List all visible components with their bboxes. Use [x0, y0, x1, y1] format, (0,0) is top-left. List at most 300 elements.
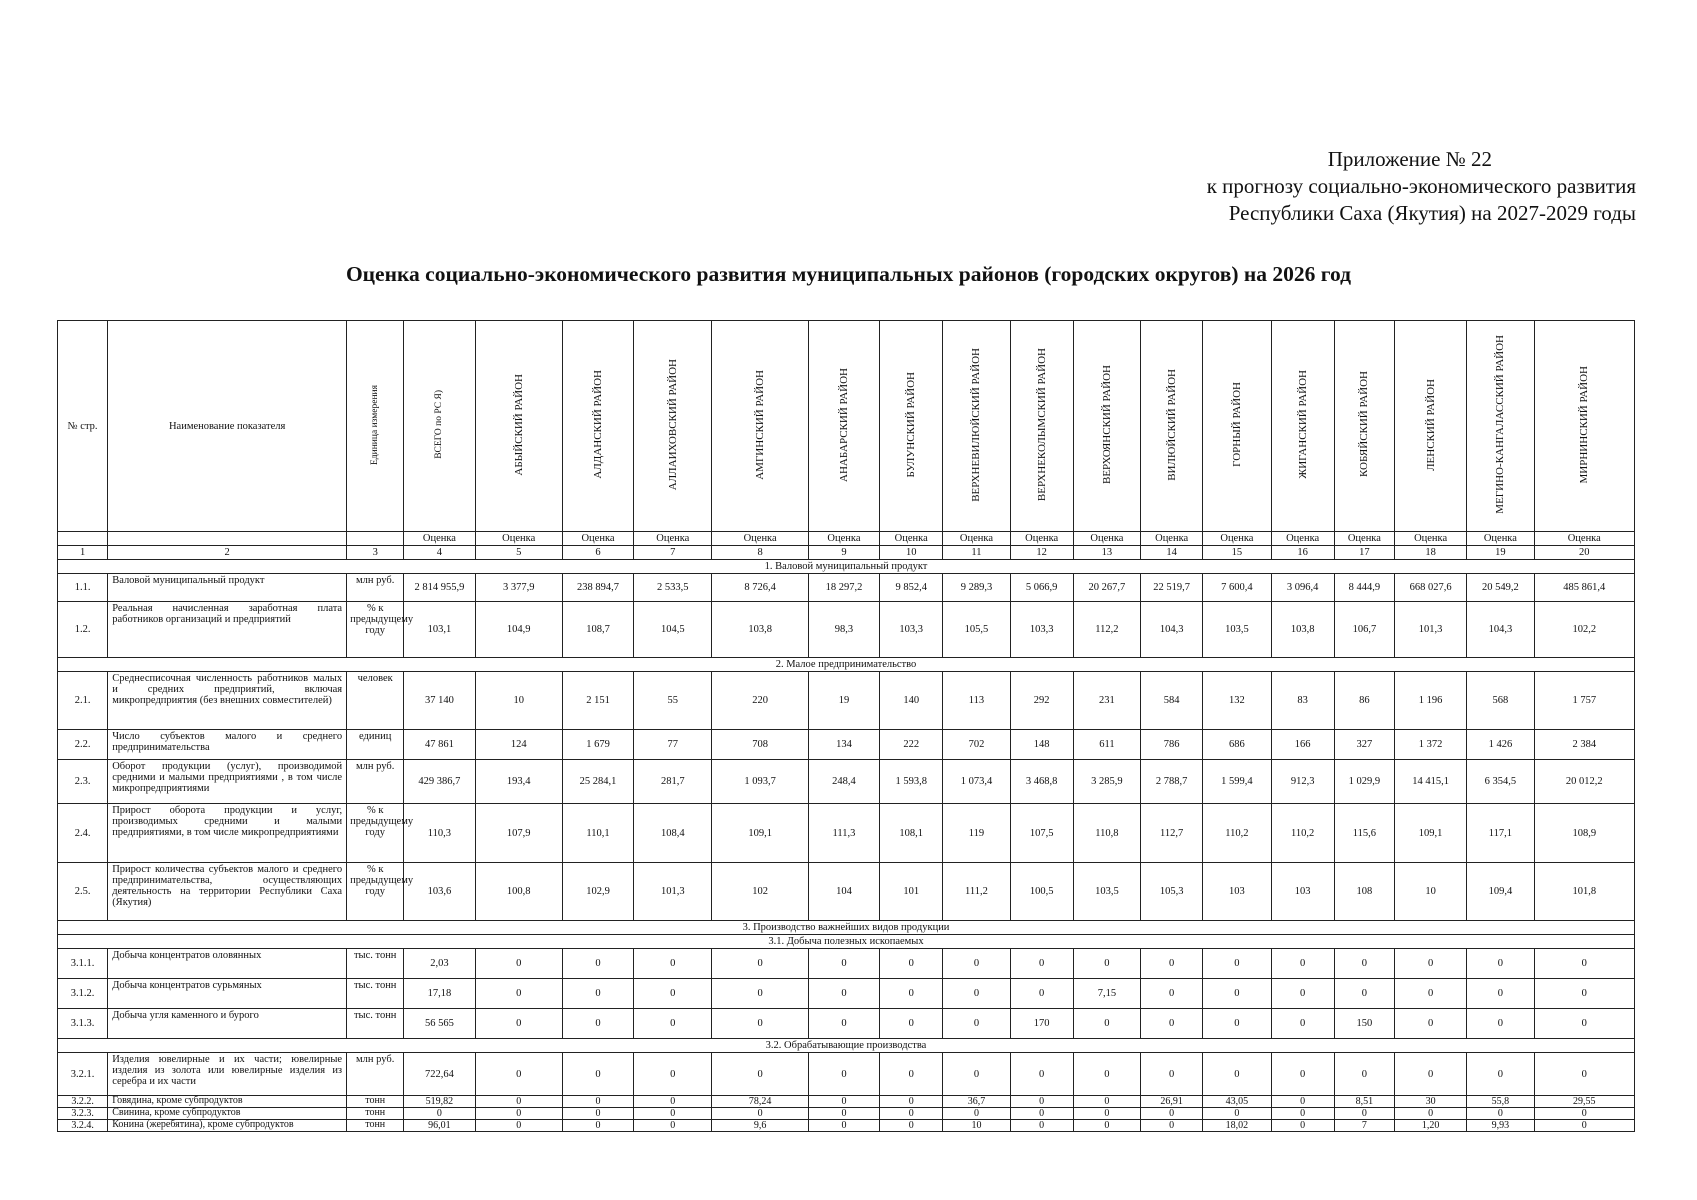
header-row [58, 321, 1635, 532]
appendix-number: Приложение № 22 [1327, 147, 1492, 171]
value-cell: 86 [1334, 672, 1394, 730]
value-cell: 0 [880, 1108, 943, 1120]
region-label: АМГИНСКИЙ РАЙОН [754, 369, 767, 480]
value-cell: 101 [880, 863, 943, 921]
value-cell: 0 [475, 1120, 562, 1132]
value-cell: 0 [634, 1009, 712, 1039]
estimate-cell: Оценка [562, 532, 633, 546]
header-region [1394, 321, 1466, 532]
value-cell: 1 029,9 [1334, 760, 1394, 804]
unit-cell: % к предыдущему году [347, 804, 404, 863]
value-cell: 108,9 [1534, 804, 1635, 863]
estimate-cell: Оценка [1010, 532, 1073, 546]
column-number: 6 [562, 546, 633, 560]
value-cell: 0 [712, 1108, 808, 1120]
region-label: МИРНИНСКИЙ РАЙОН [1578, 365, 1591, 484]
header-unit [347, 321, 404, 532]
region-label: АНАБАРСКИЙ РАЙОН [837, 367, 850, 482]
section-row [58, 560, 1635, 574]
value-cell: 103,8 [712, 602, 808, 658]
value-cell: 18 297,2 [808, 574, 879, 602]
value-cell: 107,9 [475, 804, 562, 863]
value-cell: 568 [1467, 672, 1534, 730]
value-cell: 0 [1467, 1053, 1534, 1096]
value-cell: 0 [562, 1009, 633, 1039]
header-unit-label: Единица измерения [370, 384, 381, 465]
value-cell: 101,8 [1534, 863, 1635, 921]
value-cell: 25 284,1 [562, 760, 633, 804]
value-cell: 102,2 [1534, 602, 1635, 658]
indicator-name: Прирост количества субъектов малого и среднего предпринимательства, осуществляющих деятельность на территории Республики Саха (Якутия) [108, 863, 347, 921]
row-number: 3.2.3. [58, 1108, 108, 1120]
value-cell: 0 [1334, 949, 1394, 979]
estimate-cell: Оценка [808, 532, 879, 546]
value-cell: 20 549,2 [1467, 574, 1534, 602]
table-body [58, 321, 1635, 1132]
value-cell: 281,7 [634, 760, 712, 804]
unit-cell: тонн [347, 1108, 404, 1120]
value-cell: 110,3 [404, 804, 475, 863]
unit-cell: млн руб. [347, 1053, 404, 1096]
estimate-cell: Оценка [943, 532, 1010, 546]
value-cell: 113 [943, 672, 1010, 730]
value-cell: 238 894,7 [562, 574, 633, 602]
value-cell: 0 [1467, 1009, 1534, 1039]
value-cell: 110,1 [562, 804, 633, 863]
indicator-name: Оборот продукции (услуг), производимой средними и малыми предприятиями , в том числе микропредприятиями [108, 760, 347, 804]
value-cell: 0 [634, 949, 712, 979]
value-cell: 2 814 955,9 [404, 574, 475, 602]
row-number: 2.4. [58, 804, 108, 863]
column-number: 5 [475, 546, 562, 560]
value-cell: 0 [1271, 1053, 1334, 1096]
region-label: ВЕРХНЕВИЛЮЙСКИЙ РАЙОН [970, 347, 983, 502]
value-cell: 0 [1203, 1108, 1271, 1120]
value-cell: 150 [1334, 1009, 1394, 1039]
section-row [58, 935, 1635, 949]
value-cell: 103,3 [880, 602, 943, 658]
indicator-name: Свинина, кроме субпродуктов [108, 1108, 347, 1120]
value-cell: 0 [1073, 1108, 1140, 1120]
value-cell: 10 [1394, 863, 1466, 921]
value-cell: 7 [1334, 1120, 1394, 1132]
value-cell: 37 140 [404, 672, 475, 730]
column-number: 10 [880, 546, 943, 560]
header-name: Наименование показателя [108, 321, 347, 532]
value-cell: 0 [880, 1096, 943, 1108]
value-cell: 102 [712, 863, 808, 921]
value-cell: 611 [1073, 730, 1140, 760]
value-cell: 0 [1271, 1009, 1334, 1039]
value-cell: 0 [562, 979, 633, 1009]
value-cell: 18,02 [1203, 1120, 1271, 1132]
value-cell: 1 073,4 [943, 760, 1010, 804]
table-row [58, 672, 1635, 730]
unit-cell: тонн [347, 1120, 404, 1132]
value-cell: 108 [1334, 863, 1394, 921]
estimate-cell: Оценка [1141, 532, 1203, 546]
data-table [57, 320, 1635, 1132]
value-cell: 0 [1271, 1096, 1334, 1108]
estimate-cell [108, 532, 347, 546]
row-number: 3.2.4. [58, 1120, 108, 1132]
header-region [712, 321, 808, 532]
value-cell: 104,3 [1467, 602, 1534, 658]
value-cell: 29,55 [1534, 1096, 1635, 1108]
value-cell: 1 196 [1394, 672, 1466, 730]
region-label: БУЛУНСКИЙ РАЙОН [905, 371, 918, 478]
column-number: 17 [1334, 546, 1394, 560]
value-cell: 0 [808, 1108, 879, 1120]
value-cell: 101,3 [634, 863, 712, 921]
value-cell: 0 [880, 1053, 943, 1096]
value-cell: 110,2 [1203, 804, 1271, 863]
header-region [1271, 321, 1334, 532]
value-cell: 0 [1141, 949, 1203, 979]
value-cell: 0 [808, 1009, 879, 1039]
value-cell: 0 [1010, 1108, 1073, 1120]
value-cell: 1 593,8 [880, 760, 943, 804]
estimate-cell: Оценка [1073, 532, 1140, 546]
value-cell: 103,3 [1010, 602, 1073, 658]
value-cell: 10 [475, 672, 562, 730]
section-title: 3.2. Обрабатывающие производства [58, 1039, 1635, 1053]
value-cell: 220 [712, 672, 808, 730]
value-cell: 134 [808, 730, 879, 760]
value-cell: 0 [808, 1053, 879, 1096]
value-cell: 0 [1141, 979, 1203, 1009]
value-cell: 20 012,2 [1534, 760, 1635, 804]
value-cell: 56 565 [404, 1009, 475, 1039]
value-cell: 0 [1394, 1108, 1466, 1120]
estimate-cell: Оценка [880, 532, 943, 546]
value-cell: 8 444,9 [1334, 574, 1394, 602]
header-region [1467, 321, 1534, 532]
value-cell: 78,24 [712, 1096, 808, 1108]
value-cell: 327 [1334, 730, 1394, 760]
column-number: 15 [1203, 546, 1271, 560]
value-cell: 0 [1141, 1120, 1203, 1132]
value-cell: 686 [1203, 730, 1271, 760]
value-cell: 111,2 [943, 863, 1010, 921]
value-cell: 166 [1271, 730, 1334, 760]
section-row [58, 921, 1635, 935]
column-number: 4 [404, 546, 475, 560]
appendix-subtitle-line: Республики Саха (Якутия) на 2027-2029 годы [1228, 201, 1636, 225]
estimate-cell: Оценка [1467, 532, 1534, 546]
indicator-name: Добыча концентратов сурьмяных [108, 979, 347, 1009]
value-cell: 0 [1467, 1108, 1534, 1120]
value-cell: 0 [1073, 1120, 1140, 1132]
value-cell: 0 [1010, 1120, 1073, 1132]
value-cell: 584 [1141, 672, 1203, 730]
value-cell: 43,05 [1203, 1096, 1271, 1108]
value-cell: 0 [712, 949, 808, 979]
section-title: 1. Валовой муниципальный продукт [58, 560, 1635, 574]
value-cell: 1 679 [562, 730, 633, 760]
value-cell: 0 [634, 1096, 712, 1108]
value-cell: 1 093,7 [712, 760, 808, 804]
value-cell: 0 [1271, 949, 1334, 979]
unit-cell: % к предыдущему году [347, 863, 404, 921]
value-cell: 0 [1010, 1053, 1073, 1096]
unit-cell: % к предыдущему году [347, 602, 404, 658]
value-cell: 0 [1334, 1053, 1394, 1096]
value-cell: 708 [712, 730, 808, 760]
value-cell: 8,51 [1334, 1096, 1394, 1108]
value-cell: 117,1 [1467, 804, 1534, 863]
column-number: 18 [1394, 546, 1466, 560]
value-cell: 100,8 [475, 863, 562, 921]
estimate-cell: Оценка [1203, 532, 1271, 546]
section-title: 3.1. Добыча полезных ископаемых [58, 935, 1635, 949]
value-cell: 96,01 [404, 1120, 475, 1132]
value-cell: 6 354,5 [1467, 760, 1534, 804]
header-region [1073, 321, 1140, 532]
section-title: 2. Малое предпринимательство [58, 658, 1635, 672]
value-cell: 107,5 [1010, 804, 1073, 863]
region-label: МЕГИНО-КАНГАЛАССКИЙ РАЙОН [1494, 335, 1507, 514]
value-cell: 10 [943, 1120, 1010, 1132]
value-cell: 105,5 [943, 602, 1010, 658]
estimate-cell [58, 532, 108, 546]
value-cell: 108,7 [562, 602, 633, 658]
region-label: ЛЕНСКИЙ РАЙОН [1424, 378, 1437, 471]
column-number: 19 [1467, 546, 1534, 560]
header-region [1334, 321, 1394, 532]
indicator-name: Говядина, кроме субпродуктов [108, 1096, 347, 1108]
value-cell: 0 [1534, 949, 1635, 979]
value-cell: 0 [808, 1096, 879, 1108]
value-cell: 0 [634, 1120, 712, 1132]
indicator-name: Прирост оборота продукции и услуг, производимых средними и малыми предприятиями, в том числе микропредприятиями [108, 804, 347, 863]
value-cell: 0 [808, 979, 879, 1009]
value-cell: 14 415,1 [1394, 760, 1466, 804]
table-row [58, 1120, 1635, 1132]
value-cell: 0 [880, 979, 943, 1009]
header-region [475, 321, 562, 532]
value-cell: 132 [1203, 672, 1271, 730]
row-number: 3.2.1. [58, 1053, 108, 1096]
value-cell: 0 [1141, 1053, 1203, 1096]
header-region [562, 321, 633, 532]
value-cell: 106,7 [1334, 602, 1394, 658]
value-cell: 485 861,4 [1534, 574, 1635, 602]
value-cell: 148 [1010, 730, 1073, 760]
value-cell: 0 [562, 1108, 633, 1120]
value-cell: 0 [1334, 1108, 1394, 1120]
value-cell: 722,64 [404, 1053, 475, 1096]
row-number: 2.1. [58, 672, 108, 730]
value-cell: 668 027,6 [1394, 574, 1466, 602]
value-cell: 104,3 [1141, 602, 1203, 658]
row-number: 1.1. [58, 574, 108, 602]
value-cell: 0 [943, 1053, 1010, 1096]
column-number: 12 [1010, 546, 1073, 560]
value-cell: 3 468,8 [1010, 760, 1073, 804]
column-number: 14 [1141, 546, 1203, 560]
value-cell: 108,1 [880, 804, 943, 863]
value-cell: 0 [1394, 949, 1466, 979]
row-number: 1.2. [58, 602, 108, 658]
row-number: 2.2. [58, 730, 108, 760]
value-cell: 0 [1534, 1108, 1635, 1120]
header-region [1534, 321, 1635, 532]
column-number: 1 [58, 546, 108, 560]
value-cell: 22 519,7 [1141, 574, 1203, 602]
value-cell: 0 [1010, 979, 1073, 1009]
value-cell: 1 757 [1534, 672, 1635, 730]
indicator-name: Валовой муниципальный продукт [108, 574, 347, 602]
unit-cell: тонн [347, 1096, 404, 1108]
region-label: ВЕРХНЕКОЛЫМСКИЙ РАЙОН [1035, 347, 1048, 502]
unit-cell: тыс. тонн [347, 949, 404, 979]
value-cell: 2,03 [404, 949, 475, 979]
table-row [58, 804, 1635, 863]
value-cell: 222 [880, 730, 943, 760]
header-region [880, 321, 943, 532]
estimate-cell: Оценка [475, 532, 562, 546]
value-cell: 0 [1394, 979, 1466, 1009]
value-cell: 2 533,5 [634, 574, 712, 602]
value-cell: 103,1 [404, 602, 475, 658]
value-cell: 3 096,4 [1271, 574, 1334, 602]
value-cell: 20 267,7 [1073, 574, 1140, 602]
value-cell: 231 [1073, 672, 1140, 730]
value-cell: 0 [1010, 949, 1073, 979]
value-cell: 0 [712, 1009, 808, 1039]
value-cell: 0 [475, 949, 562, 979]
value-cell: 0 [943, 1009, 1010, 1039]
column-number: 3 [347, 546, 404, 560]
value-cell: 0 [634, 1108, 712, 1120]
value-cell: 2 151 [562, 672, 633, 730]
column-number: 2 [108, 546, 347, 560]
value-cell: 3 377,9 [475, 574, 562, 602]
value-cell: 0 [1534, 1120, 1635, 1132]
estimate-cell: Оценка [634, 532, 712, 546]
region-label: АЛДАНСКИЙ РАЙОН [592, 370, 605, 479]
column-number: 16 [1271, 546, 1334, 560]
indicator-name: Изделия ювелирные и их части; ювелирные изделия из золота или ювелирные изделия из серебра и их части [108, 1053, 347, 1096]
value-cell: 55,8 [1467, 1096, 1534, 1108]
value-cell: 102,9 [562, 863, 633, 921]
column-number: 8 [712, 546, 808, 560]
value-cell: 292 [1010, 672, 1073, 730]
value-cell: 110,2 [1271, 804, 1334, 863]
estimate-cell: Оценка [1334, 532, 1394, 546]
header-num: № стр. [58, 321, 108, 532]
region-label: АЛЛАИХОВСКИЙ РАЙОН [666, 358, 679, 491]
table-row [58, 730, 1635, 760]
value-cell: 17,18 [404, 979, 475, 1009]
value-cell: 55 [634, 672, 712, 730]
value-cell: 0 [634, 979, 712, 1009]
estimate-cell: Оценка [1271, 532, 1334, 546]
row-number: 3.2.2. [58, 1096, 108, 1108]
value-cell: 1 599,4 [1203, 760, 1271, 804]
value-cell: 3 285,9 [1073, 760, 1140, 804]
column-number: 13 [1073, 546, 1140, 560]
value-cell: 98,3 [808, 602, 879, 658]
header-region [634, 321, 712, 532]
value-cell: 0 [475, 1009, 562, 1039]
value-cell: 0 [475, 979, 562, 1009]
value-cell: 101,3 [1394, 602, 1466, 658]
value-cell: 0 [1203, 1009, 1271, 1039]
indicator-name: Число субъектов малого и среднего предпринимательства [108, 730, 347, 760]
table-row [58, 1009, 1635, 1039]
table-row [58, 602, 1635, 658]
value-cell: 105,3 [1141, 863, 1203, 921]
row-number: 3.1.2. [58, 979, 108, 1009]
value-cell: 0 [1467, 979, 1534, 1009]
value-cell: 0 [880, 1009, 943, 1039]
value-cell: 0 [943, 1108, 1010, 1120]
value-cell: 115,6 [1334, 804, 1394, 863]
value-cell: 0 [1203, 979, 1271, 1009]
value-cell: 9,93 [1467, 1120, 1534, 1132]
value-cell: 7,15 [1073, 979, 1140, 1009]
unit-cell: тыс. тонн [347, 1009, 404, 1039]
value-cell: 103,5 [1203, 602, 1271, 658]
header-region [808, 321, 879, 532]
value-cell: 112,7 [1141, 804, 1203, 863]
value-cell: 0 [634, 1053, 712, 1096]
column-number-row [58, 546, 1635, 560]
column-number: 9 [808, 546, 879, 560]
section-title: 3. Производство важнейших видов продукции [58, 921, 1635, 935]
value-cell: 0 [943, 979, 1010, 1009]
value-cell: 77 [634, 730, 712, 760]
value-cell: 103,8 [1271, 602, 1334, 658]
value-cell: 0 [1203, 1053, 1271, 1096]
value-cell: 0 [475, 1096, 562, 1108]
section-row [58, 1039, 1635, 1053]
value-cell: 0 [1203, 949, 1271, 979]
value-cell: 170 [1010, 1009, 1073, 1039]
indicator-name: Среднесписочная численность работников малых и средних предприятий, включая микропредприятия (без внешних совместителей) [108, 672, 347, 730]
value-cell: 1 372 [1394, 730, 1466, 760]
value-cell: 0 [712, 1053, 808, 1096]
value-cell: 0 [1394, 1053, 1466, 1096]
value-cell: 429 386,7 [404, 760, 475, 804]
value-cell: 36,7 [943, 1096, 1010, 1108]
region-label: КОБЯЙСКИЙ РАЙОН [1358, 371, 1371, 478]
value-cell: 0 [562, 949, 633, 979]
unit-cell: тыс. тонн [347, 979, 404, 1009]
appendix-note [1207, 146, 1636, 227]
table-row [58, 863, 1635, 921]
estimate-cell: Оценка [1534, 532, 1635, 546]
region-label: АБЫЙСКИЙ РАЙОН [512, 373, 525, 476]
value-cell: 103,5 [1073, 863, 1140, 921]
value-cell: 9,6 [712, 1120, 808, 1132]
row-number: 2.5. [58, 863, 108, 921]
unit-cell: единиц [347, 730, 404, 760]
row-number: 3.1.1. [58, 949, 108, 979]
value-cell: 248,4 [808, 760, 879, 804]
table-row [58, 1096, 1635, 1108]
row-number: 3.1.3. [58, 1009, 108, 1039]
appendix-subtitle-line: к прогнозу социально-экономического развития [1206, 174, 1636, 198]
value-cell: 0 [1334, 979, 1394, 1009]
value-cell: 7 600,4 [1203, 574, 1271, 602]
value-cell: 103 [1203, 863, 1271, 921]
value-cell: 786 [1141, 730, 1203, 760]
value-cell: 0 [562, 1120, 633, 1132]
estimate-cell: Оценка [404, 532, 475, 546]
